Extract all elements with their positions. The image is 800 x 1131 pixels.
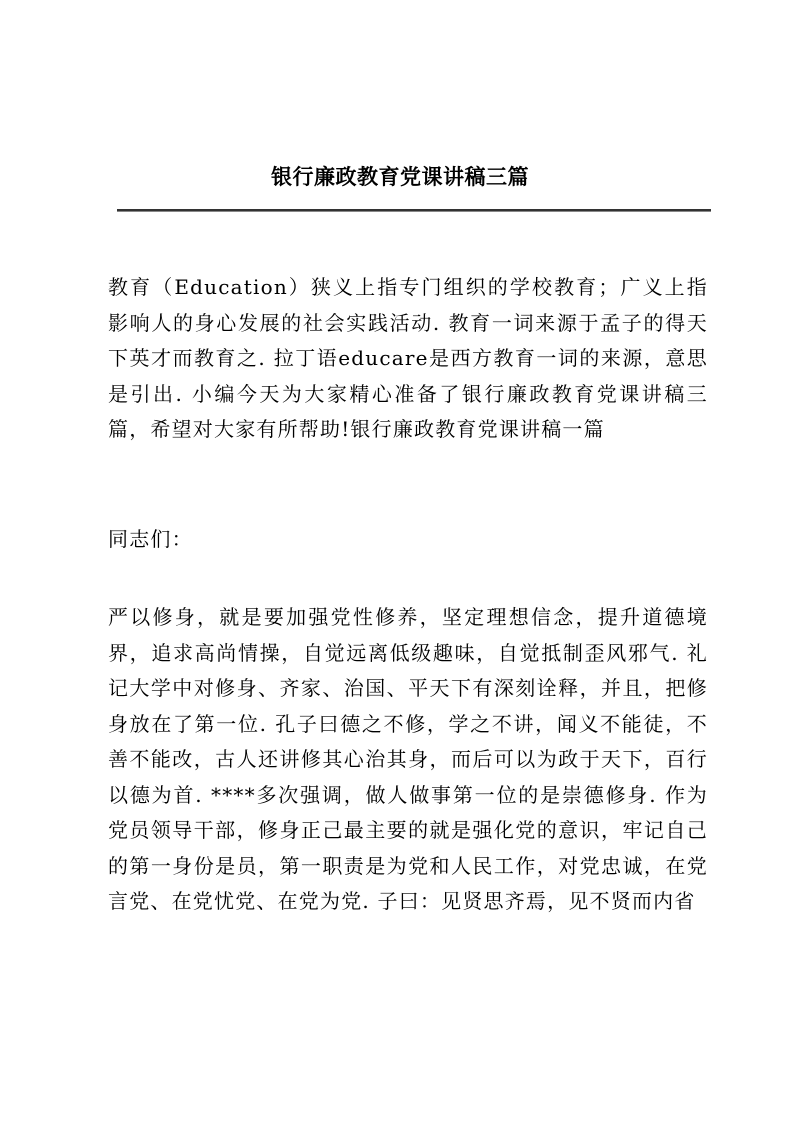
body-paragraph: 严以修身，就是要加强党性修养，坚定理想信念，提升道德境界，追求高尚情操，自觉远离低级趣味，自觉抵制歪风邪气. 礼记大学中对修身、齐家、治国、平天下有深刻诠释，并且，把修身放在了第一位. 孔子曰德之不修，学之不讲，闻义不能徒，不善不能改，古人还讲修其心治其身，而后可以为政于天下，百行以德为首. ****多次强调，做人做事第一位的是崇德修身. 作为党员领导干部，修身正己最主要的就是强化党的意识，牢记自己的第一身份是员，第一职责是为党和人民工作，对党忠诚，在党言党、在党忧党、在党为党. 子曰：见贤思齐焉，见不贤而内省 — [108, 605, 708, 913]
document-title: 银行廉政教育党课讲稿三篇 — [271, 164, 529, 189]
intro-paragraph: 教育（Education）狭义上指专门组织的学校教育；广义上指影响人的身心发展的社会实践活动. 教育一词来源于孟子的得天下英才而教育之. 拉丁语educare是西方教育一词的来源，意思是引出. 小编今天为大家精心准备了银行廉政教育党课讲稿三篇，希望对大家有所帮助!银行廉政教育党课讲稿一篇 — [108, 275, 708, 441]
title-divider — [117, 209, 711, 212]
salutation-paragraph: 同志们： — [108, 527, 193, 551]
